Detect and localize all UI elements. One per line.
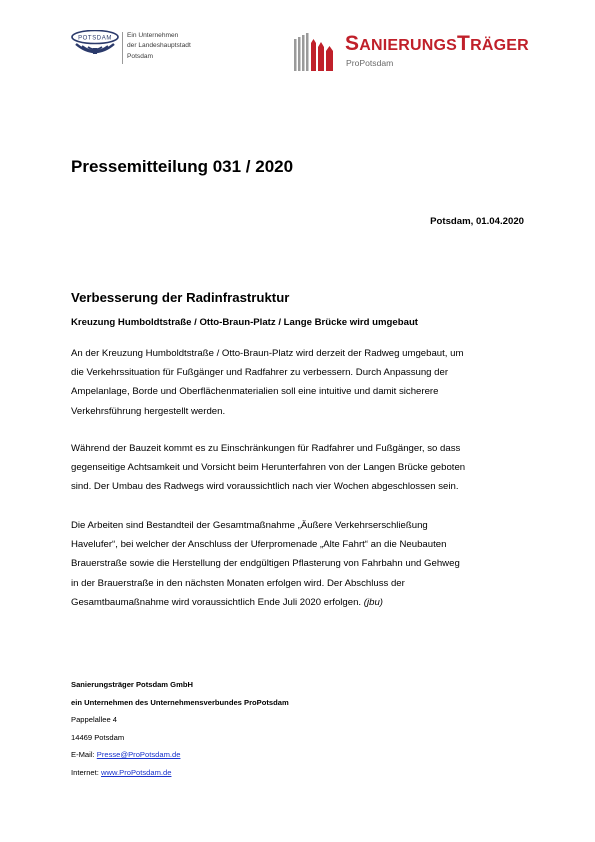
potsdam-logo-text <box>127 31 191 62</box>
logo-letters: RÄGER <box>470 37 529 54</box>
contact-company: Sanierungsträger Potsdam GmbH <box>71 680 193 689</box>
contact-email-label: E-Mail: <box>71 750 95 759</box>
paragraph-line <box>71 593 531 612</box>
paragraph-line: Die Arbeiten sind Bestandteil der Gesamtmaßnahme „Äußere Verkehrserschließung <box>71 520 428 531</box>
paragraph-line: in der Brauerstraße in den nächsten Monaten erfolgen wird. Der Abschluss der <box>71 577 405 589</box>
contact-internet-label: Internet: <box>71 767 99 777</box>
press-release-title: Pressemitteilung 031 / 2020 <box>71 157 294 176</box>
contact-block <box>71 676 289 781</box>
paragraph-line: die Verkehrssituation für Fußgänger und Radfahrer zu verbessern. Durch Anpassung der <box>71 367 449 379</box>
paragraph-line: Ampelanlage, Borde und Oberflächenmaterialien soll eine intuitive und damit sicherere <box>71 386 439 398</box>
paragraph-line-text: Gesamtbaumaßnahme wird voraussichtlich Ende Juli 2020 erfolgen. <box>71 596 362 608</box>
logo-letter: T <box>457 32 471 55</box>
sanierungstraeger-buildings-icon <box>294 33 334 71</box>
sanierungstraeger-logo-title <box>345 32 529 58</box>
potsdam-logo-line: Ein Unternehmen <box>127 32 179 39</box>
paragraph-line: gegenseitige Achtsamkeit und Vorsicht beim Herunterfahren von der Langen Brücke geboten <box>71 462 466 474</box>
contact-city: 14469 Potsdam <box>71 732 125 742</box>
article-paragraph-2 <box>71 439 531 497</box>
paragraph-line: An der Kreuzung Humboldtstraße / Otto-Braun-Platz wird derzeit der Radweg umgebaut, um <box>71 348 464 359</box>
paragraph-line: Brauerstraße sowie die Herstellung der endgültigen Pflasterung von Fahrbahn und Gehweg <box>71 558 460 570</box>
contact-email-row <box>71 746 289 764</box>
potsdam-logo-line: Potsdam <box>127 52 154 60</box>
contact-street: Pappelallee 4 <box>71 715 118 724</box>
logo-letter: S <box>345 32 360 55</box>
potsdam-logo-word: POTSDAM <box>78 35 112 42</box>
article-paragraph-1 <box>71 344 531 421</box>
contact-group: ein Unternehmen des Unternehmensverbundes ProPotsdam <box>71 697 289 707</box>
paragraph-line: Verkehrsführung hergestellt werden. <box>71 405 226 417</box>
logo-letters: ANIERUNGS <box>359 37 458 54</box>
author-tag: (jbu) <box>363 596 383 608</box>
contact-email-link[interactable]: Presse@ProPotsdam.de <box>96 750 181 759</box>
potsdam-logo-divider <box>122 32 123 64</box>
contact-internet-link[interactable]: www.ProPotsdam.de <box>101 767 172 777</box>
sanierungstraeger-logo-subtitle: ProPotsdam <box>346 58 394 68</box>
contact-internet-row <box>71 764 289 782</box>
article-subheadline: Kreuzung Humboldtstraße / Otto-Braun-Platz / Lange Brücke wird umgebaut <box>71 317 418 328</box>
article-paragraph-3 <box>71 516 531 612</box>
article-headline: Verbesserung der Radinfrastruktur <box>71 290 290 305</box>
potsdam-logo <box>70 30 120 64</box>
press-release-date: Potsdam, 01.04.2020 <box>430 216 524 227</box>
paragraph-line: Während der Bauzeit kommt es zu Einschränkungen für Radfahrer und Fußgänger, so dass <box>71 443 461 454</box>
paragraph-line: Havelufer“, bei welcher der Anschluss der Uferpromenade „Alte Fahrt“ an die Neubauten <box>71 539 447 551</box>
paragraph-line: sind. Der Umbau des Radwegs wird voraussichtlich nach vier Wochen abgeschlossen sein. <box>71 481 459 493</box>
potsdam-logo-line: der Landeshauptstadt <box>127 42 191 50</box>
